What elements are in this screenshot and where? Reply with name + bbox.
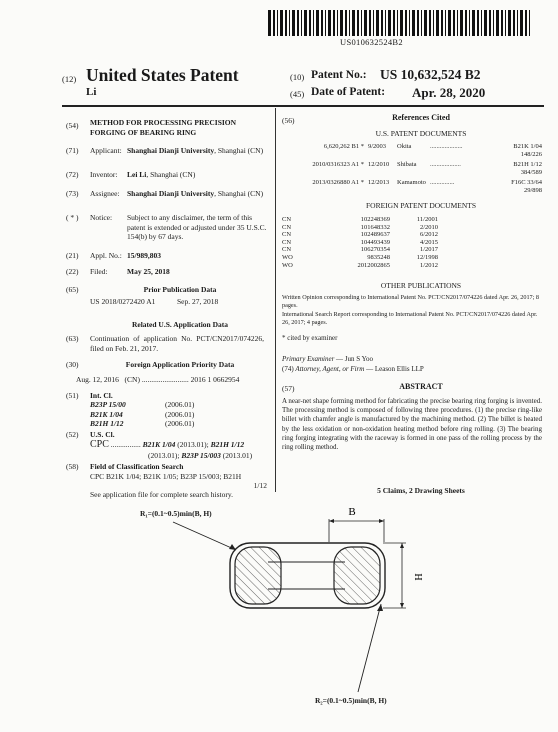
invention-title: METHOD FOR PROCESSING PRECISION FORGING OF BEARING RING [90,118,237,137]
ref-name: Kamamoto [397,179,426,186]
patent-date: Apr. 28, 2020 [412,85,486,100]
ref-class: F16C 33/64 [511,179,542,186]
ref-number: 2012002865 [357,261,390,269]
filed-date: May 25, 2018 [127,267,170,276]
foreign-priority-heading: Foreign Application Priority Data [125,360,235,369]
drawing-r1-label: R₁=(0.1~0.5)min(B, H) [140,509,212,518]
dim-h-text: H [412,573,423,581]
ref-number: 2013/0326880 A1 * [312,179,364,186]
us-docs-heading: U.S. PATENT DOCUMENTS [375,129,467,138]
field-cpc-cont: 1/12 [253,481,267,490]
abstract-text: A near-net shape forming method for fabricating the precise bearing ring forging is invented. The processing method is composed of following three procedures. (1) the precise ring-like billet with chamfer angle is manufactured by the machining method. (2) The billet is heated by the less oxidation or non-oxidation heating method before ring rolling. (3) The bearing ring forging integrating with the raceway is formed in one pass of the rolling process by the ring rolling method. [282,397,542,452]
left-ring-section [235,547,281,604]
prior-date: Sep. 27, 2018 [177,297,219,306]
ref-dots: ............... [430,179,455,186]
right-ring-section [334,547,380,604]
continuation-text: Continuation of application No. PCT/CN2017/074226, filed on Feb. 21, 2017. [90,334,264,353]
ref-number: 9835248 [367,254,390,261]
ref-country: CN [282,238,292,246]
prior-code: (65) [66,285,79,294]
refs-heading: References Cited [392,113,450,122]
appl-label: Appl. No.: [90,251,122,260]
applicant-code: (71) [66,146,79,155]
prior-number: US 2018/0272420 A1 [90,297,156,306]
patent-no-label: Patent No.: [311,69,367,81]
intcl-row: B23P 15/00 (2006.01) [90,400,195,409]
assignee-value: Shanghai Dianji University, Shanghai (CN) [127,189,264,198]
ref-subclass: 384/589 [520,169,542,176]
ref-number: 106270354 [360,246,390,254]
ref-date: 1/2017 [419,246,438,254]
cpc-line-2: (2013.01); B23P 15/003 (2013.01) [148,451,253,460]
ref-class: B21K 1/04 [513,143,542,150]
ref-date: 12/2010 [368,161,390,168]
drawing-r2-label: R₂=(0.1~0.5)min(B, H) [315,696,387,705]
title-code: (54) [66,121,79,130]
notice-text: Subject to any disclaimer, the term of this patent is extended or adjusted under 35 U.S.C. 154(b) by 67 days. [127,213,267,241]
field-code: (58) [66,462,79,471]
patent-number: US 10,632,524 B2 [380,67,481,82]
ref-date: 11/2001 [416,216,438,223]
inventor-label: Inventor: [90,170,118,179]
ref-name: Shibata [397,161,417,168]
uscl-code: (52) [66,430,79,439]
r1-leader [173,522,236,550]
dim-b-text: B [348,506,356,518]
assignee-code: (73) [66,189,79,198]
ref-number: 102248369 [360,216,390,223]
primary-examiner: Primary Examiner — Jun S Yoo [282,355,374,363]
attorney: (74) Attorney, Agent, or Firm — Leason Ellis LLP [282,365,424,373]
country-code: (12) [62,74,77,84]
ref-country: WO [282,261,293,269]
related-heading: Related U.S. Application Data [131,320,229,329]
other-pubs-heading: OTHER PUBLICATIONS [380,281,462,290]
filed-code: (22) [66,267,79,276]
other-pub-2: International Search Report corresponding to International Patent No. PCT/CN2017/074226 dated Apr. 26, 2017; 4 pages. [282,311,538,326]
refs-code: (56) [282,116,295,125]
ref-name: Okita [397,143,412,150]
ref-date: 1/2012 [419,261,438,269]
date-label: Date of Patent: [311,86,386,98]
foreign-priority-code: (30) [66,360,79,369]
uscl-label: U.S. Cl. [90,430,115,439]
ref-date: 12/1998 [416,254,438,261]
foreign-priority-row: Aug. 12, 2016 (CN) ......................... 2016 1 0662954 [76,375,240,384]
foreign-docs-heading: FOREIGN PATENT DOCUMENTS [365,201,476,210]
barcode-number: US010632524B2 [340,37,403,47]
inventor-surname: Li [86,86,97,98]
claims-summary: 5 Claims, 2 Drawing Sheets [377,486,465,495]
patent-no-code: (10) [290,72,305,82]
intcl-label: Int. Cl. [90,391,113,400]
ref-date: 12/2013 [368,179,390,186]
appl-code: (21) [66,251,79,260]
ref-number: 6,620,262 B1 * [323,143,364,150]
notice-code: ( * ) [66,213,79,222]
ref-number: 104493439 [360,238,390,246]
applicant-label: Applicant: [90,146,122,155]
applicant-value: Shanghai Dianji University, Shanghai (CN) [127,146,264,155]
inventor-code: (72) [66,170,79,179]
ref-number: 2010/0316323 A1 * [312,161,364,168]
intcl-code: (51) [66,391,79,400]
document-title: United States Patent [86,65,239,85]
field-history-note: See application file for complete search history. [90,490,234,499]
appl-number: 15/989,803 [127,251,161,260]
ref-country: CN [282,231,292,239]
assignee-label: Assignee: [90,189,120,198]
intcl-row: B21K 1/04 (2006.01) [90,409,195,419]
field-cpc: CPC B21K 1/04; B21K 1/05; B23P 15/003; B21H [90,472,242,481]
ref-subclass: 148/226 [520,151,542,158]
ref-dots: .................... [430,143,463,150]
intcl-row: B21H 1/12 (2006.01) [90,419,195,428]
continuation-code: (63) [66,334,79,343]
ref-date: 4/2015 [419,238,438,246]
filed-label: Filed: [90,267,108,276]
inventor-value: Lei Li, Shanghai (CN) [127,170,196,179]
ref-dots: ................... [430,161,461,168]
ref-country: CN [282,216,292,223]
notice-label: Notice: [90,213,113,222]
ref-date: 2/2010 [419,223,438,231]
r2-leader [358,604,381,692]
ref-date: 9/2003 [368,143,387,150]
ref-number: 101648332 [360,223,390,231]
cited-by-examiner: * cited by examiner [282,334,338,342]
ref-class: B21H 1/12 [513,161,542,168]
date-code: (45) [290,89,305,99]
ref-subclass: 29/898 [523,187,542,194]
other-pub-1: Written Opinion corresponding to International Patent No. PCT/CN2017/074226 dated Apr. 26, 2017; 8 pages. [282,294,540,309]
prior-heading: Prior Publication Data [143,285,217,294]
ref-date: 6/2012 [419,231,438,239]
cpc-line-1: CPC ................ B21K 1/04 (2013.01); B21H 1/12 [90,439,245,450]
ref-country: CN [282,246,292,254]
abstract-heading: ABSTRACT [399,382,443,391]
ref-number: 102489637 [360,231,390,239]
ref-country: CN [282,223,292,231]
field-label: Field of Classification Search [90,462,184,471]
ref-country: WO [282,254,293,261]
abstract-code: (57) [282,384,295,393]
